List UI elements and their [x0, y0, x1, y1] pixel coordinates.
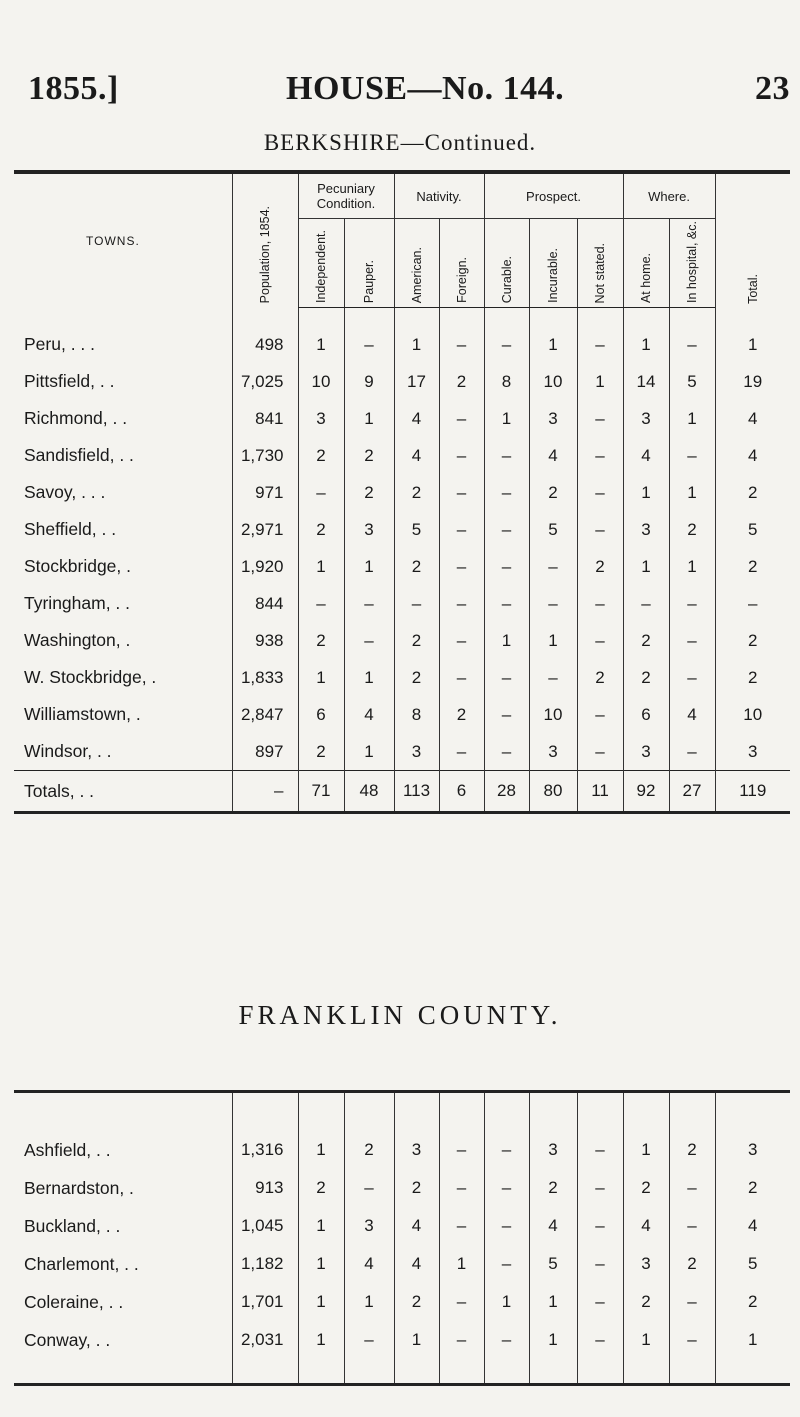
value-cell: 2 [298, 622, 344, 659]
value-cell: 92 [623, 771, 669, 813]
population-header: Population, 1854. [232, 172, 298, 308]
value-cell: 3 [715, 1131, 790, 1169]
value-cell: – [669, 622, 715, 659]
table-row [14, 363, 790, 400]
berkshire-table [14, 170, 790, 814]
value-cell: 2 [439, 696, 484, 733]
value-cell: 1 [623, 474, 669, 511]
value-cell: 2 [394, 1169, 439, 1207]
value-cell: – [669, 437, 715, 474]
population-cell: 498 [232, 326, 298, 363]
value-cell: 3 [623, 1245, 669, 1283]
value-cell: 2 [394, 1283, 439, 1321]
value-cell: – [484, 1131, 529, 1169]
value-cell: 3 [298, 400, 344, 437]
value-cell: – [577, 696, 623, 733]
value-cell: 5 [669, 363, 715, 400]
value-cell: 3 [344, 1207, 394, 1245]
table-row [14, 733, 790, 771]
value-cell: – [484, 733, 529, 771]
town-name: Charlemont, . . [24, 1253, 139, 1274]
value-cell: 28 [484, 771, 529, 813]
total-header: Total. [715, 172, 790, 308]
value-cell: 2 [529, 474, 577, 511]
value-cell: 9 [344, 363, 394, 400]
value-cell: – [344, 622, 394, 659]
value-cell: 4 [394, 1207, 439, 1245]
town-name: Bernardston, . [24, 1177, 134, 1198]
header-year: 1855.] [28, 70, 119, 107]
value-cell: – [623, 585, 669, 622]
totals-row [14, 771, 790, 813]
value-cell: 3 [529, 733, 577, 771]
value-cell: – [577, 622, 623, 659]
value-cell: 119 [715, 771, 790, 813]
value-cell: – [669, 1283, 715, 1321]
value-cell: – [577, 511, 623, 548]
table-row [14, 1169, 790, 1207]
value-cell: 10 [529, 696, 577, 733]
value-cell: – [439, 1169, 484, 1207]
berkshire-section-title: BERKSHIRE—Continued. [263, 130, 537, 155]
value-cell: – [669, 1321, 715, 1359]
value-cell: – [577, 1207, 623, 1245]
value-cell: – [577, 326, 623, 363]
value-cell: 3 [623, 400, 669, 437]
value-cell: 3 [344, 511, 394, 548]
value-cell: 2 [344, 1131, 394, 1169]
value-cell: – [669, 326, 715, 363]
value-cell: – [669, 659, 715, 696]
population-cell: 1,920 [232, 548, 298, 585]
value-cell: 2 [394, 659, 439, 696]
table-row [14, 548, 790, 585]
value-cell: – [669, 585, 715, 622]
value-cell: – [577, 400, 623, 437]
where-header: Where. [623, 172, 715, 219]
value-cell: 1 [344, 1283, 394, 1321]
value-cell: – [344, 585, 394, 622]
value-cell: – [484, 326, 529, 363]
value-cell: 2 [577, 548, 623, 585]
table-row [14, 1245, 790, 1283]
value-cell: 1 [298, 548, 344, 585]
franklin-body [14, 1092, 790, 1385]
value-cell: 2 [669, 511, 715, 548]
value-cell: 1 [344, 400, 394, 437]
value-cell: – [484, 474, 529, 511]
value-cell: 1 [669, 400, 715, 437]
value-cell: 2 [439, 363, 484, 400]
town-name: Conway, . . [24, 1329, 111, 1350]
value-cell: – [439, 326, 484, 363]
pecuniary-header: Pecuniary Condition. [298, 172, 394, 219]
value-cell: – [439, 548, 484, 585]
value-cell: 3 [529, 1131, 577, 1169]
value-cell: – [529, 585, 577, 622]
town-name: Peru, . . . [24, 334, 95, 354]
value-cell: – [484, 696, 529, 733]
col-header: Pauper. [344, 219, 394, 308]
value-cell: 14 [623, 363, 669, 400]
value-cell: 1 [344, 548, 394, 585]
town-name: Sandisfield, . . [24, 445, 134, 465]
value-cell: 2 [715, 1283, 790, 1321]
town-name: Totals, . . [14, 771, 232, 813]
value-cell: 4 [344, 696, 394, 733]
spacer-row [14, 308, 790, 327]
value-cell: 19 [715, 363, 790, 400]
table-row [14, 696, 790, 733]
population-cell: 1,182 [232, 1245, 298, 1283]
value-cell: 4 [394, 1245, 439, 1283]
value-cell: – [298, 585, 344, 622]
population-cell: 1,701 [232, 1283, 298, 1321]
value-cell: 2 [298, 511, 344, 548]
value-cell: 113 [394, 771, 439, 813]
value-cell: 4 [715, 437, 790, 474]
value-cell: – [484, 1321, 529, 1359]
value-cell: 2 [577, 659, 623, 696]
value-cell: 3 [715, 733, 790, 771]
header-title: HOUSE—No. 144. [286, 70, 565, 107]
value-cell: 1 [298, 326, 344, 363]
value-cell: – [484, 437, 529, 474]
town-name: Ashfield, . . [24, 1139, 111, 1160]
town-name: Richmond, . . [24, 408, 128, 428]
value-cell: 1 [298, 1131, 344, 1169]
value-cell: 2 [529, 1169, 577, 1207]
value-cell: 1 [298, 659, 344, 696]
value-cell: 1 [344, 733, 394, 771]
value-cell: 1 [344, 659, 394, 696]
value-cell: – [344, 1321, 394, 1359]
value-cell: 2 [298, 437, 344, 474]
value-cell: 5 [394, 511, 439, 548]
value-cell: 27 [669, 771, 715, 813]
value-cell: – [439, 585, 484, 622]
value-cell: 2 [344, 474, 394, 511]
value-cell: 2 [715, 622, 790, 659]
value-cell: 5 [529, 511, 577, 548]
value-cell: 6 [623, 696, 669, 733]
population-cell: 1,045 [232, 1207, 298, 1245]
spacer-row [14, 1359, 790, 1385]
value-cell: 2 [669, 1245, 715, 1283]
value-cell: 4 [394, 437, 439, 474]
value-cell: 1 [529, 622, 577, 659]
value-cell: – [577, 585, 623, 622]
value-cell: – [577, 474, 623, 511]
col-header: Curable. [484, 219, 529, 308]
town-name: Tyringham, . . [24, 593, 131, 613]
value-cell: – [439, 400, 484, 437]
town-name: Windsor, . . [24, 741, 112, 761]
table-row [14, 400, 790, 437]
value-cell: – [298, 474, 344, 511]
value-cell: 80 [529, 771, 577, 813]
value-cell: 4 [394, 400, 439, 437]
value-cell: 1 [623, 548, 669, 585]
value-cell: 5 [529, 1245, 577, 1283]
table-row [14, 659, 790, 696]
population-cell: 1,730 [232, 437, 298, 474]
spacer-row [14, 1092, 790, 1132]
value-cell: – [439, 733, 484, 771]
col-header: American. [394, 219, 439, 308]
value-cell: – [439, 437, 484, 474]
population-cell: – [232, 771, 298, 813]
population-cell: 971 [232, 474, 298, 511]
value-cell: – [439, 474, 484, 511]
value-cell: – [394, 585, 439, 622]
col-header: In hospital, &c. [669, 219, 715, 308]
col-header: Foreign. [439, 219, 484, 308]
value-cell: 2 [715, 1169, 790, 1207]
value-cell: 4 [623, 437, 669, 474]
value-cell: 2 [669, 1131, 715, 1169]
value-cell: – [669, 1169, 715, 1207]
value-cell: – [577, 733, 623, 771]
value-cell: 1 [623, 1131, 669, 1169]
value-cell: – [484, 548, 529, 585]
value-cell: 1 [484, 400, 529, 437]
value-cell: 4 [715, 1207, 790, 1245]
town-name: Buckland, . . [24, 1215, 121, 1236]
value-cell: 2 [394, 622, 439, 659]
value-cell: 2 [715, 659, 790, 696]
value-cell: 1 [529, 1321, 577, 1359]
population-cell: 2,031 [232, 1321, 298, 1359]
value-cell: 1 [298, 1207, 344, 1245]
value-cell: – [439, 511, 484, 548]
table-row [14, 474, 790, 511]
value-cell: 10 [298, 363, 344, 400]
population-cell: 913 [232, 1169, 298, 1207]
franklin-section-title: FRANKLIN COUNTY. [238, 1000, 562, 1030]
value-cell: 8 [484, 363, 529, 400]
value-cell: – [669, 733, 715, 771]
value-cell: – [577, 1321, 623, 1359]
value-cell: 6 [298, 696, 344, 733]
population-cell: 1,833 [232, 659, 298, 696]
value-cell: – [715, 585, 790, 622]
value-cell: 1 [529, 326, 577, 363]
table-row [14, 511, 790, 548]
population-cell: 1,316 [232, 1131, 298, 1169]
town-name: Washington, . [24, 630, 131, 650]
town-name: Williamstown, . [24, 704, 141, 724]
value-cell: 1 [484, 1283, 529, 1321]
value-cell: – [439, 622, 484, 659]
value-cell: – [577, 1131, 623, 1169]
col-header: Not stated. [577, 219, 623, 308]
value-cell: 4 [623, 1207, 669, 1245]
value-cell: – [577, 1283, 623, 1321]
value-cell: – [344, 1169, 394, 1207]
table-row [14, 585, 790, 622]
value-cell: 4 [344, 1245, 394, 1283]
value-cell: 1 [484, 622, 529, 659]
population-cell: 841 [232, 400, 298, 437]
value-cell: 2 [715, 474, 790, 511]
value-cell: – [439, 1207, 484, 1245]
town-name: Savoy, . . . [24, 482, 106, 502]
value-cell: 2 [715, 548, 790, 585]
nativity-header: Nativity. [394, 172, 484, 219]
value-cell: 1 [298, 1321, 344, 1359]
table-row [14, 622, 790, 659]
table-row [14, 1321, 790, 1359]
table-row [14, 1283, 790, 1321]
value-cell: 1 [298, 1245, 344, 1283]
value-cell: 2 [623, 659, 669, 696]
value-cell: 6 [439, 771, 484, 813]
town-name: Stockbridge, . [24, 556, 131, 576]
value-cell: 2 [344, 437, 394, 474]
value-cell: 10 [529, 363, 577, 400]
value-cell: – [669, 1207, 715, 1245]
value-cell: 3 [623, 511, 669, 548]
value-cell: 1 [715, 326, 790, 363]
value-cell: 2 [394, 474, 439, 511]
value-cell: 3 [394, 1131, 439, 1169]
value-cell: 1 [439, 1245, 484, 1283]
value-cell: 1 [669, 474, 715, 511]
value-cell: 2 [623, 1169, 669, 1207]
value-cell: 2 [298, 733, 344, 771]
table-row [14, 1207, 790, 1245]
population-cell: 2,847 [232, 696, 298, 733]
value-cell: 1 [669, 548, 715, 585]
value-cell: – [529, 548, 577, 585]
berkshire-body [14, 308, 790, 813]
value-cell: – [484, 1169, 529, 1207]
value-cell: 1 [298, 1283, 344, 1321]
value-cell: 2 [623, 1283, 669, 1321]
value-cell: 4 [529, 437, 577, 474]
value-cell: 3 [529, 400, 577, 437]
value-cell: 48 [344, 771, 394, 813]
town-name: Pittsfield, . . [24, 371, 115, 391]
population-cell: 897 [232, 733, 298, 771]
value-cell: 1 [577, 363, 623, 400]
population-cell: 844 [232, 585, 298, 622]
value-cell: 17 [394, 363, 439, 400]
value-cell: 1 [715, 1321, 790, 1359]
value-cell: – [484, 511, 529, 548]
value-cell: 1 [623, 1321, 669, 1359]
value-cell: – [484, 1245, 529, 1283]
value-cell: 3 [623, 733, 669, 771]
value-cell: – [439, 659, 484, 696]
value-cell: 11 [577, 771, 623, 813]
value-cell: 2 [394, 548, 439, 585]
page-number: 23 [755, 70, 790, 107]
value-cell: – [439, 1321, 484, 1359]
value-cell: 1 [623, 326, 669, 363]
value-cell: – [577, 1169, 623, 1207]
value-cell: 10 [715, 696, 790, 733]
towns-header: TOWNS. [86, 233, 140, 248]
table-row [14, 1131, 790, 1169]
page-header [20, 70, 790, 120]
value-cell: 71 [298, 771, 344, 813]
population-cell: 938 [232, 622, 298, 659]
population-cell: 2,971 [232, 511, 298, 548]
col-header: Incurable. [529, 219, 577, 308]
value-cell: 1 [394, 326, 439, 363]
value-cell: – [484, 1207, 529, 1245]
town-name: Sheffield, . . [24, 519, 117, 539]
prospect-header: Prospect. [484, 172, 623, 219]
value-cell: 4 [669, 696, 715, 733]
value-cell: 1 [394, 1321, 439, 1359]
value-cell: 5 [715, 1245, 790, 1283]
value-cell: – [439, 1131, 484, 1169]
value-cell: – [344, 326, 394, 363]
table-row [14, 326, 790, 363]
col-header: Independent. [298, 219, 344, 308]
value-cell: – [577, 437, 623, 474]
value-cell: 5 [715, 511, 790, 548]
town-name: W. Stockbridge, . [24, 667, 157, 687]
value-cell: 8 [394, 696, 439, 733]
value-cell: 1 [529, 1283, 577, 1321]
value-cell: – [529, 659, 577, 696]
col-header: At home. [623, 219, 669, 308]
value-cell: 2 [623, 622, 669, 659]
franklin-table [14, 1090, 790, 1386]
value-cell: 4 [715, 400, 790, 437]
value-cell: 2 [298, 1169, 344, 1207]
value-cell: – [577, 1245, 623, 1283]
table-row [14, 437, 790, 474]
value-cell: – [484, 585, 529, 622]
town-name: Coleraine, . . [24, 1291, 124, 1312]
value-cell: – [439, 1283, 484, 1321]
value-cell: 3 [394, 733, 439, 771]
value-cell: – [484, 659, 529, 696]
population-cell: 7,025 [232, 363, 298, 400]
value-cell: 4 [529, 1207, 577, 1245]
